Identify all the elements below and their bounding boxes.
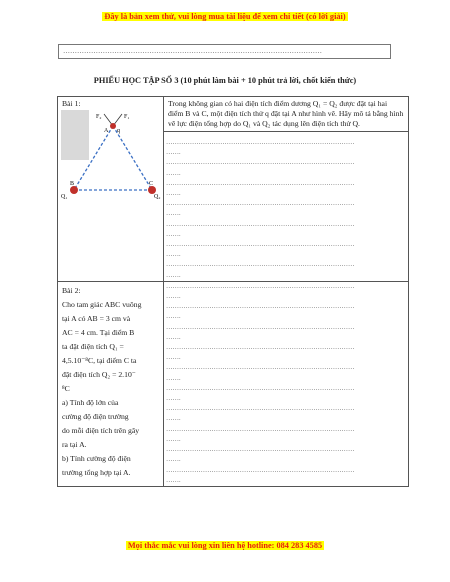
dotted-line: …………………………………………………………………………………………………	[63, 47, 322, 55]
answer-line: ……………………………………………………………………………	[166, 344, 355, 352]
answer-line: ……………………………………………………………………………	[166, 466, 355, 474]
answer-line: …….	[166, 293, 181, 301]
bai2-label: Bài 2:	[62, 285, 81, 295]
bai2-row	[58, 281, 409, 486]
worksheet-table	[57, 96, 409, 487]
bai2-text-line: a) Tính độ lớn của	[62, 397, 119, 407]
answer-line: ……………………………………………………………………………	[166, 179, 355, 187]
triangle-figure	[58, 110, 163, 202]
answer-line: …….	[166, 190, 181, 198]
label-B: B	[70, 181, 75, 187]
answer-line: …….	[166, 149, 181, 157]
dotted-header-box	[58, 44, 391, 59]
answer-line: …….	[166, 169, 181, 177]
answer-line: ……………………………………………………………………………	[166, 220, 355, 228]
bai2-text-line: Cho tam giác ABC vuông	[62, 299, 142, 309]
side-AC	[113, 126, 152, 190]
answer-line: …….	[166, 354, 181, 362]
bai2-text-line: ta đặt điện tích Q₁ =	[62, 341, 124, 351]
answer-line: …….	[166, 476, 181, 484]
bai2-text-line: do mỗi điện tích trên gây	[62, 425, 140, 435]
bai2-text-line: b) Tính cường độ điện	[62, 453, 131, 463]
bai1-answer-area	[164, 138, 408, 281]
shaded-region	[61, 110, 89, 160]
answer-line: …….	[166, 230, 181, 238]
preview-banner	[0, 6, 450, 24]
answer-line: …….	[166, 456, 181, 464]
charge-Q1	[70, 186, 78, 194]
answer-line: ……………………………………………………………………………	[166, 323, 355, 331]
label-C: C	[149, 181, 154, 187]
answer-line: …….	[166, 415, 181, 423]
bai2-answer-area	[164, 282, 408, 486]
preview-banner-text: Đây là bản xem thử, vui lòng mua tài liệu để xem chi tiết (có lời giải)	[104, 12, 346, 21]
label-F2: F₂	[96, 114, 102, 120]
answer-line: ……………………………………………………………………………	[166, 261, 355, 269]
answer-line: ……………………………………………………………………………	[166, 405, 355, 413]
hotline-footer	[0, 535, 450, 553]
bai1-question: Trong không gian có hai điện tích điểm dương Q₁ = Q₂ được đặt tại hai điểm B và C, một điện tích thử q đặt tại A như hình vẽ. Hãy mô tả bằng hình vẽ lực điện tổng hợp do Q₁ và Q₂ tác dụng lên điện tích thử Q.	[168, 99, 404, 128]
answer-line: …….	[166, 251, 181, 259]
bai2-text-line: AC = 4 cm. Tại điểm B	[62, 327, 135, 337]
answer-line: …….	[166, 313, 181, 321]
bai2-text-line: 4,5.10⁻⁸C, tại điểm C ta	[62, 355, 137, 365]
answer-line: ……………………………………………………………………………	[166, 200, 355, 208]
answer-line: ……………………………………………………………………………	[166, 282, 355, 290]
label-Q1: Q₁	[61, 194, 68, 200]
bai2-text-line: trường tổng hợp tại A.	[62, 467, 131, 477]
bai2-text-line: ⁸C	[62, 383, 70, 393]
label-F1: F₁	[124, 114, 130, 120]
label-q: q	[117, 128, 120, 134]
hotline-text: Mọi thắc mắc vui lòng xin liên hệ hotline: 084 283 4585	[127, 541, 323, 550]
bai2-text-line: ra tại A.	[62, 439, 87, 449]
answer-line: …….	[166, 333, 181, 341]
answer-line: ……………………………………………………………………………	[166, 303, 355, 311]
answer-line: ……………………………………………………………………………	[166, 139, 355, 146]
bai2-text-line: cường độ điện trường	[62, 411, 129, 421]
bai1-label: Bài 1:	[62, 99, 81, 108]
label-Q2: Q₂	[154, 194, 161, 200]
bai2-text-line: đặt điện tích Q₂ = 2.10⁻	[62, 369, 136, 379]
answer-line: …….	[166, 210, 181, 218]
bai1-figure-cell	[58, 97, 164, 282]
bai1-separator	[164, 131, 408, 138]
charge-q	[110, 123, 116, 129]
triangle-svg	[58, 110, 163, 202]
bai1-row	[58, 97, 409, 282]
label-A: A	[104, 128, 109, 134]
worksheet-title: PHIẾU HỌC TẬP SỐ 3 (10 phút làm bài + 10 phút trả lời, chốt kiến thức)	[93, 76, 357, 85]
answer-line: ……………………………………………………………………………	[166, 446, 355, 454]
answer-line: ……………………………………………………………………………	[166, 159, 355, 167]
bai2-text-line: tại A có AB = 3 cm và	[62, 313, 131, 323]
answer-line: ……………………………………………………………………………	[166, 384, 355, 392]
charge-Q2	[148, 186, 156, 194]
answer-line: …….	[166, 435, 181, 443]
bai1-content-cell	[164, 97, 409, 282]
answer-line: …….	[166, 395, 181, 403]
answer-line: ……………………………………………………………………………	[166, 241, 355, 249]
answer-line: ……………………………………………………………………………	[166, 364, 355, 372]
answer-line: ……………………………………………………………………………	[166, 425, 355, 433]
bai2-question-cell	[58, 281, 164, 486]
answer-line: …….	[166, 271, 181, 279]
bai2-answer-cell	[164, 281, 409, 486]
answer-line: …….	[166, 374, 181, 382]
bai2-question	[58, 282, 163, 482]
